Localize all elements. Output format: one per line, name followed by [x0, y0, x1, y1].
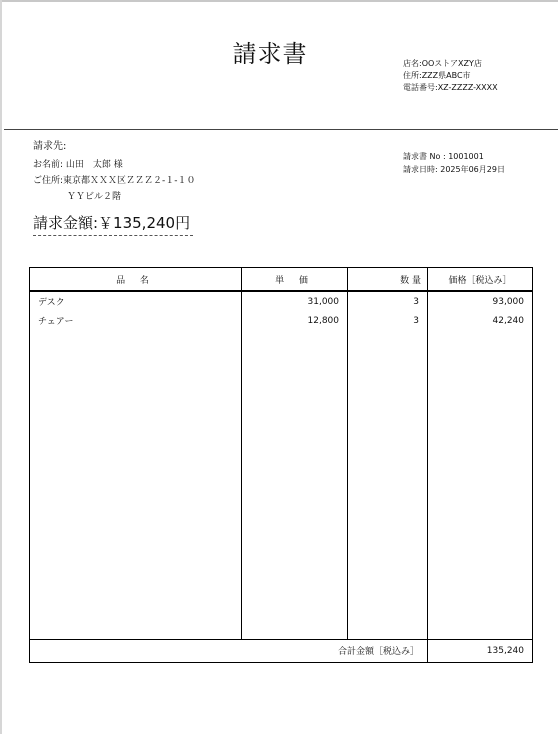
empty-cell — [242, 330, 348, 639]
table-row — [30, 291, 533, 311]
empty-cell — [348, 330, 428, 639]
table-row — [30, 311, 533, 330]
bill-to-label: 請求先: — [33, 141, 67, 152]
total-value: 135,240 — [428, 639, 533, 662]
item-price: 42,240 — [428, 311, 533, 330]
item-unit-price: 31,000 — [242, 291, 348, 311]
invoice-meta — [403, 150, 505, 176]
invoice-number: 請求書 No : 1001001 — [403, 152, 484, 161]
customer-address-line1: ご住所:東京都ＸＸＸ区ＺＺＺ２-１-１０ — [33, 176, 196, 186]
empty-cell — [30, 330, 242, 639]
table-header-row — [30, 268, 533, 292]
customer-address-line2: ＹＹビル２階 — [67, 192, 122, 202]
item-quantity: 3 — [348, 291, 428, 311]
amount-due-underline — [33, 235, 193, 236]
items-table — [29, 267, 533, 663]
header-divider — [4, 129, 558, 130]
document-title: 請求書 — [232, 40, 308, 68]
empty-cell — [428, 330, 533, 639]
col-header-item: 品 名 — [30, 268, 242, 292]
customer-name: お名前: 山田 太郎 様 — [33, 160, 123, 170]
item-unit-price: 12,800 — [242, 311, 348, 330]
item-quantity: 3 — [348, 311, 428, 330]
item-name: チェアー — [30, 311, 242, 330]
table-total-row — [30, 639, 533, 662]
col-header-price: 価格［税込み］ — [428, 268, 533, 292]
table-empty-space — [30, 330, 533, 639]
store-name: 店名:OOストアXZY店 — [403, 59, 482, 68]
customer-info — [33, 139, 196, 205]
amount-due: 請求金額:￥135,240円 — [33, 214, 191, 232]
invoice-date: 請求日時: 2025年06月29日 — [403, 165, 505, 174]
store-address: 住所:ZZZ県ABC市 — [403, 71, 471, 80]
page-top-border — [0, 0, 558, 2]
col-header-quantity: 数 量 — [348, 268, 428, 292]
item-name: デスク — [30, 291, 242, 311]
store-phone: 電話番号:XZ-ZZZZ-XXXX — [403, 83, 498, 92]
col-header-unit-price: 単 価 — [242, 268, 348, 292]
store-info — [403, 58, 498, 94]
total-label: 合計金額［税込み］ — [30, 639, 428, 662]
page-left-border — [0, 0, 2, 734]
item-price: 93,000 — [428, 291, 533, 311]
